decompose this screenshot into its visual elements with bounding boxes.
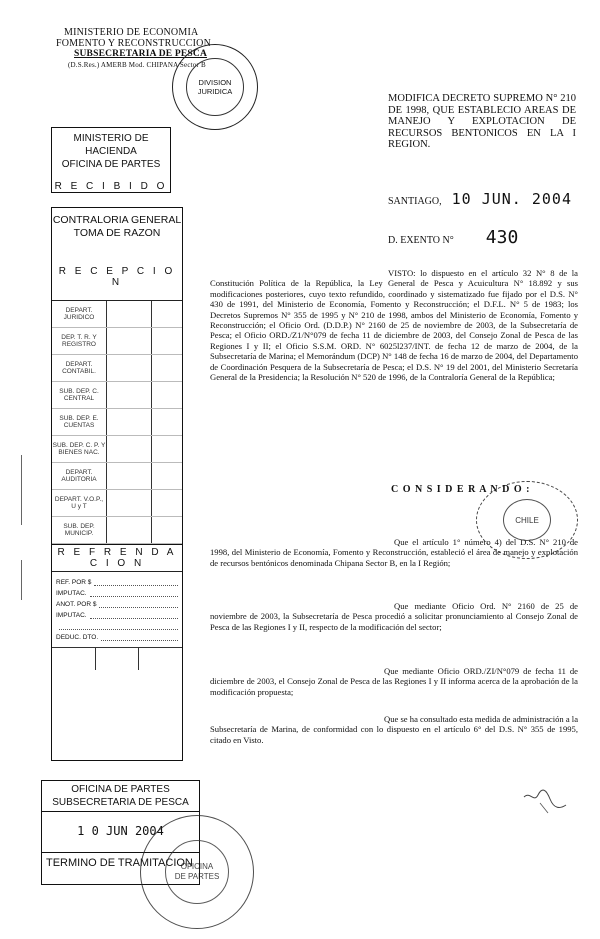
considerando-heading: C O N S I D E R A N D O : <box>391 484 531 495</box>
recepcion-row-label: DEPART. CONTABIL. <box>62 361 96 375</box>
exento-number: 430 <box>485 227 519 248</box>
contraloria-line-2: TOMA DE RAZON <box>73 227 161 239</box>
refrendacion-rows <box>52 572 182 670</box>
seal-center-line-2: JURIDICA <box>197 87 233 96</box>
recepcion-row-label: SUB. DEP. E. CUENTAS <box>59 415 99 429</box>
recepcion-row-label: SUB. DEP. C. P. Y BIENES NAC. <box>52 442 106 456</box>
hacienda-line-1: MINISTERIO DE HACIENDA <box>73 133 149 157</box>
recepcion-row-label: DEPART. JURIDICO <box>63 307 95 321</box>
recepcion-row <box>52 463 182 490</box>
refrendacion-row <box>56 619 178 630</box>
header-line-3: SUBSECRETARIA DE PESCA <box>74 49 208 59</box>
refrendacion-row <box>56 630 178 641</box>
refrendacion-row <box>56 608 178 619</box>
oficina-date: 1 0 JUN 2004 <box>77 824 164 838</box>
oficina-line-1: OFICINA DE PARTES <box>71 784 170 795</box>
oficina-footer: TERMINO DE TRAMITACION <box>42 852 199 869</box>
recepcion-row <box>52 355 182 382</box>
refrendacion-grid <box>52 647 182 670</box>
recepcion-row <box>52 436 182 463</box>
refrendacion-row-label: IMPUTAC. <box>56 590 87 597</box>
refrendacion-row-label: IMPUTAC. <box>56 612 87 619</box>
considerando-2: Que mediante Oficio Ord. N° 2160 de 25 de noviembre de 2003, la Subsecretaría de Pesca procedió a solicitar pronunciamiento al Consejo Zonal de Pesca de las Regiones I y II, respecto de la modificación del sector; <box>210 601 578 632</box>
date-stamp: 10 JUN. 2004 <box>451 190 572 208</box>
considerando-3: Que mediante Oficio ORD./ZI/N°079 de fecha 11 de diciembre de 2003, el Consejo Zonal de Pesca de las Regiones I y II informa acerca de la aprobación de la modificación propuesta; <box>210 666 578 697</box>
contraloria-line-1: CONTRALORIA GENERAL <box>52 214 182 226</box>
header-line-4: (D.S.Res.) AMERB Mod. CHIPANA Sector B <box>68 61 206 69</box>
considerando-4: Que se ha consultado esta medida de administración a la Subsecretaría de Marina, de conformidad con lo dispuesto en el artículo 6° del D.S. N° 355 de 1995, citado en Visto. <box>210 714 579 745</box>
date-line <box>388 190 578 209</box>
refrendacion-label: R E F R E N D A C I O N <box>52 544 182 572</box>
recepcion-label: R E C E P C I O N <box>58 266 176 288</box>
seal-center-line-1: DIVISION <box>198 78 232 87</box>
recepcion-row-label: DEPART. AUDITORIA <box>61 469 97 483</box>
recepcion-row-label: SUB. DEP. C. CENTRAL <box>59 388 99 402</box>
recepcion-rows <box>52 300 182 544</box>
visto-paragraph: VISTO: lo dispuesto en el artículo 32 N° 8 de la Constitución Política de la República, la Ley General de Pesca y Acuicultura N° 18.892 y sus modificaciones posteriores, cuyo texto refundido, coordinado y sistematizado fue fijado por el D.S. N° 430 de 1991, del Ministerio de Economía, Fomento y Reconstrucción; el D.F.L. N° 5 de 1983; los Decretos Supremos N° 355 de 1995 y N° 210 de 1998, ambos del Ministerio de Economía, Fomento y Reconstrucción; el Oficio Ord. (D.D.P.) N° 2160 de 25 de noviembre de 2003, de la Subsecretaría de Pesca; el Oficio ORD./Z1/N°079 de fecha 11 de diciembre de 2003, del Consejo Zonal de Pesca de las Regiones I y II; el Oficio S.S.M. ORD. N° 6025l237/INT. de fecha 12 de marzo de 2004, de la Subsecretaría de Marina; el Memorándum (DCP) N° 148 de fecha 16 de marzo de 2004, del Departamento de Coordinación Pesquera de la Subsecretaría de Pesca; el D.S. N° 19 del 2001, del Ministerio Secretaría General de la Presidencia; la Resolución N° 520 de 1996, de la Contraloría General de la República; <box>210 268 578 383</box>
subsecretaria-pesca-seal <box>476 481 578 559</box>
oficina-partes-seal <box>140 815 254 929</box>
refrendacion-row <box>56 586 178 597</box>
considerando-1: Que el artículo 1° número 4) del D.S. N° 210 de 1998, del Ministerio de Economía, Fomento y Reconstrucción, estableció el área de manejo y explotación de recursos bentónicos denominada Chipana Sector B, en la I Región; <box>210 537 578 568</box>
refrendacion-row <box>56 575 178 586</box>
recepcion-row-label: DEP. T. R. Y REGISTRO <box>61 334 97 348</box>
refrendacion-row <box>56 597 178 608</box>
decree-title: MODIFICA DECRETO SUPREMO N° 210 DE 1998, QUE ESTABLECIO AREAS DE MANEJO Y EXPLOTACION DE RECURSOS BENTONICOS EN LA I REGION. <box>388 93 576 150</box>
recepcion-row-label: SUB. DEP. MUNICIP. <box>63 523 95 537</box>
binding-mark <box>21 455 24 525</box>
exento-line <box>388 227 578 248</box>
oficina-line-2: SUBSECRETARIA DE PESCA <box>42 796 199 812</box>
refrendacion-row-label: ANOT. POR $ <box>56 601 97 608</box>
seal-chile: CHILE <box>515 515 539 525</box>
header-line-2: FOMENTO Y RECONSTRUCCION <box>56 38 212 49</box>
recepcion-row-label: DEPART. V.O.P., U y T <box>54 496 104 510</box>
recepcion-row <box>52 382 182 409</box>
bottom-seal-line-2: DE PARTES <box>174 872 220 881</box>
place-label: SANTIAGO, <box>388 196 442 207</box>
exento-label: D. EXENTO N° <box>388 235 454 246</box>
binding-mark <box>21 560 24 600</box>
header-line-1: MINISTERIO DE ECONOMIA <box>64 27 199 38</box>
hacienda-received-stamp <box>51 127 171 193</box>
recepcion-row <box>52 490 182 517</box>
signature-mark <box>520 783 570 823</box>
recepcion-row <box>52 409 182 436</box>
contraloria-stamp <box>51 207 183 761</box>
recepcion-row <box>52 328 182 355</box>
refrendacion-row-label: REF. POR $ <box>56 579 92 586</box>
bottom-seal-line-1: OFICINA <box>180 862 214 871</box>
recepcion-row <box>52 301 182 328</box>
hacienda-line-2: OFICINA DE PARTES <box>61 159 161 170</box>
division-juridica-seal <box>172 44 258 130</box>
refrendacion-row-label: DEDUC. DTO. <box>56 634 99 641</box>
recepcion-row <box>52 517 182 544</box>
hacienda-received: R E C I B I D O <box>54 181 168 192</box>
